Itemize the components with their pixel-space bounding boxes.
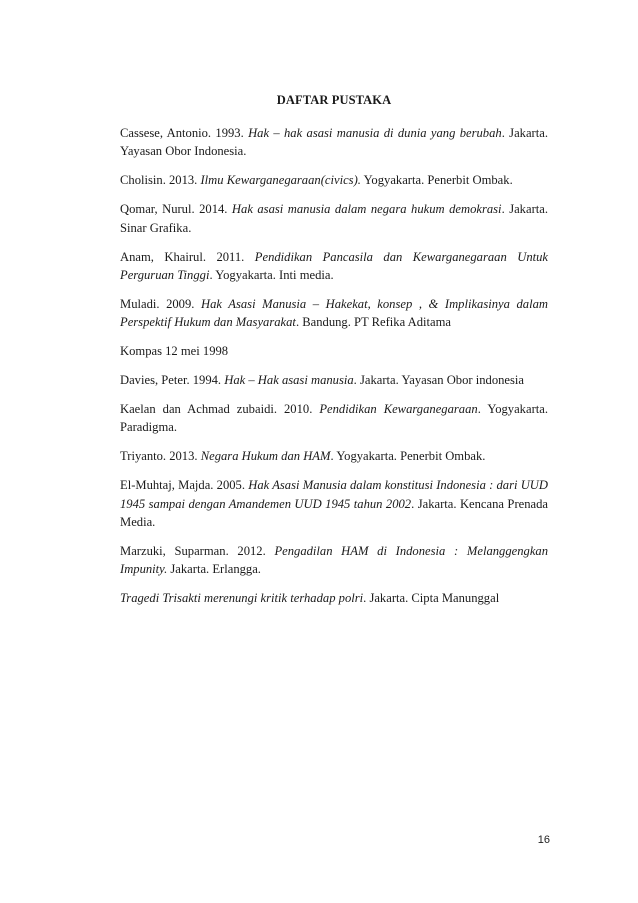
reference-title: Hak Asasi Manusia – Hakekat, konsep , & Implikasinya dalam Perspektif Hukum dan Masyarakat: [120, 296, 548, 330]
reference-item: [120, 589, 548, 607]
reference-item: [120, 248, 548, 285]
reference-publisher: Yogyakarta. Penerbit Ombak.: [360, 173, 513, 188]
page-number: 16: [537, 834, 550, 846]
reference-item: [120, 400, 548, 437]
reference-title: Hak asasi manusia dalam negara hukum demokrasi: [231, 202, 502, 217]
reference-publisher: . Yogyakarta. Paradigma.: [120, 401, 548, 435]
reference-list: [120, 124, 548, 618]
reference-publisher: Jakarta. Erlangga.: [167, 562, 261, 577]
reference-publisher: . Jakarta. Yayasan Obor Indonesia.: [120, 126, 548, 159]
reference-item: [120, 476, 548, 531]
reference-publisher: . Jakarta. Sinar Grafika.: [120, 202, 548, 235]
reference-title: Ilmu Kewarganegaraan(civics).: [200, 173, 361, 188]
reference-item: [120, 171, 548, 189]
reference-item: [120, 295, 548, 332]
reference-author-year: Marzuki, Suparman. 2012.: [120, 543, 275, 558]
reference-author-year: Anam, Khairul. 2011.: [120, 249, 255, 264]
reference-item: [120, 447, 548, 465]
reference-author-year: Cassese, Antonio. 1993.: [120, 126, 249, 140]
reference-item: [120, 342, 548, 360]
reference-publisher: . Jakarta. Cipta Manunggal: [363, 591, 500, 606]
reference-item: [120, 371, 548, 389]
reference-author-year: Cholisin. 2013.: [120, 173, 201, 188]
reference-publisher: . Yogyakarta. Inti media.: [209, 267, 334, 282]
reference-publisher: . Jakarta. Kencana Prenada Media.: [120, 496, 548, 529]
reference-title: Negara Hukum dan HAM: [200, 449, 331, 464]
reference-author-year: El-Muhtaj, Majda. 2005.: [120, 478, 249, 493]
reference-author-year: Muladi. 2009.: [120, 296, 201, 311]
reference-author-year: Triyanto. 2013.: [120, 449, 201, 464]
page-title: DAFTAR PUSTAKA: [276, 93, 392, 107]
reference-title: Pendidikan Kewarganegaraan: [319, 401, 478, 416]
reference-author-year: Qomar, Nurul. 2014.: [120, 202, 232, 217]
reference-publisher: . Bandung. PT Refika Aditama: [295, 315, 452, 330]
reference-title: Hak – Hak asasi manusia: [224, 373, 354, 388]
reference-item: [120, 542, 548, 579]
reference-publisher: . Jakarta. Yayasan Obor indonesia: [353, 373, 525, 388]
reference-title: Tragedi Trisakti merenungi kritik terhadap polri: [120, 591, 364, 606]
reference-item: [120, 124, 548, 161]
reference-item: [120, 200, 548, 237]
reference-author-year: Kaelan dan Achmad zubaidi. 2010.: [120, 401, 320, 416]
reference-publisher: . Yogyakarta. Penerbit Ombak.: [330, 449, 486, 464]
reference-author-year: Davies, Peter. 1994.: [120, 373, 225, 388]
reference-title: Pengadilan HAM di Indonesia : Melanggengkan Impunity.: [120, 543, 549, 577]
reference-title: Pendidikan Pancasila dan Kewarganegaraan Untuk Perguruan Tinggi: [120, 249, 548, 282]
reference-title: Hak – hak asasi manusia di dunia yang berubah: [248, 126, 502, 140]
reference-author-year: Kompas 12 mei 1998: [120, 344, 229, 359]
reference-title: Hak Asasi Manusia dalam konstitusi Indonesia : dari UUD 1945 sampai dengan Amandemen UUD 1945 tahun 2002: [120, 478, 548, 511]
